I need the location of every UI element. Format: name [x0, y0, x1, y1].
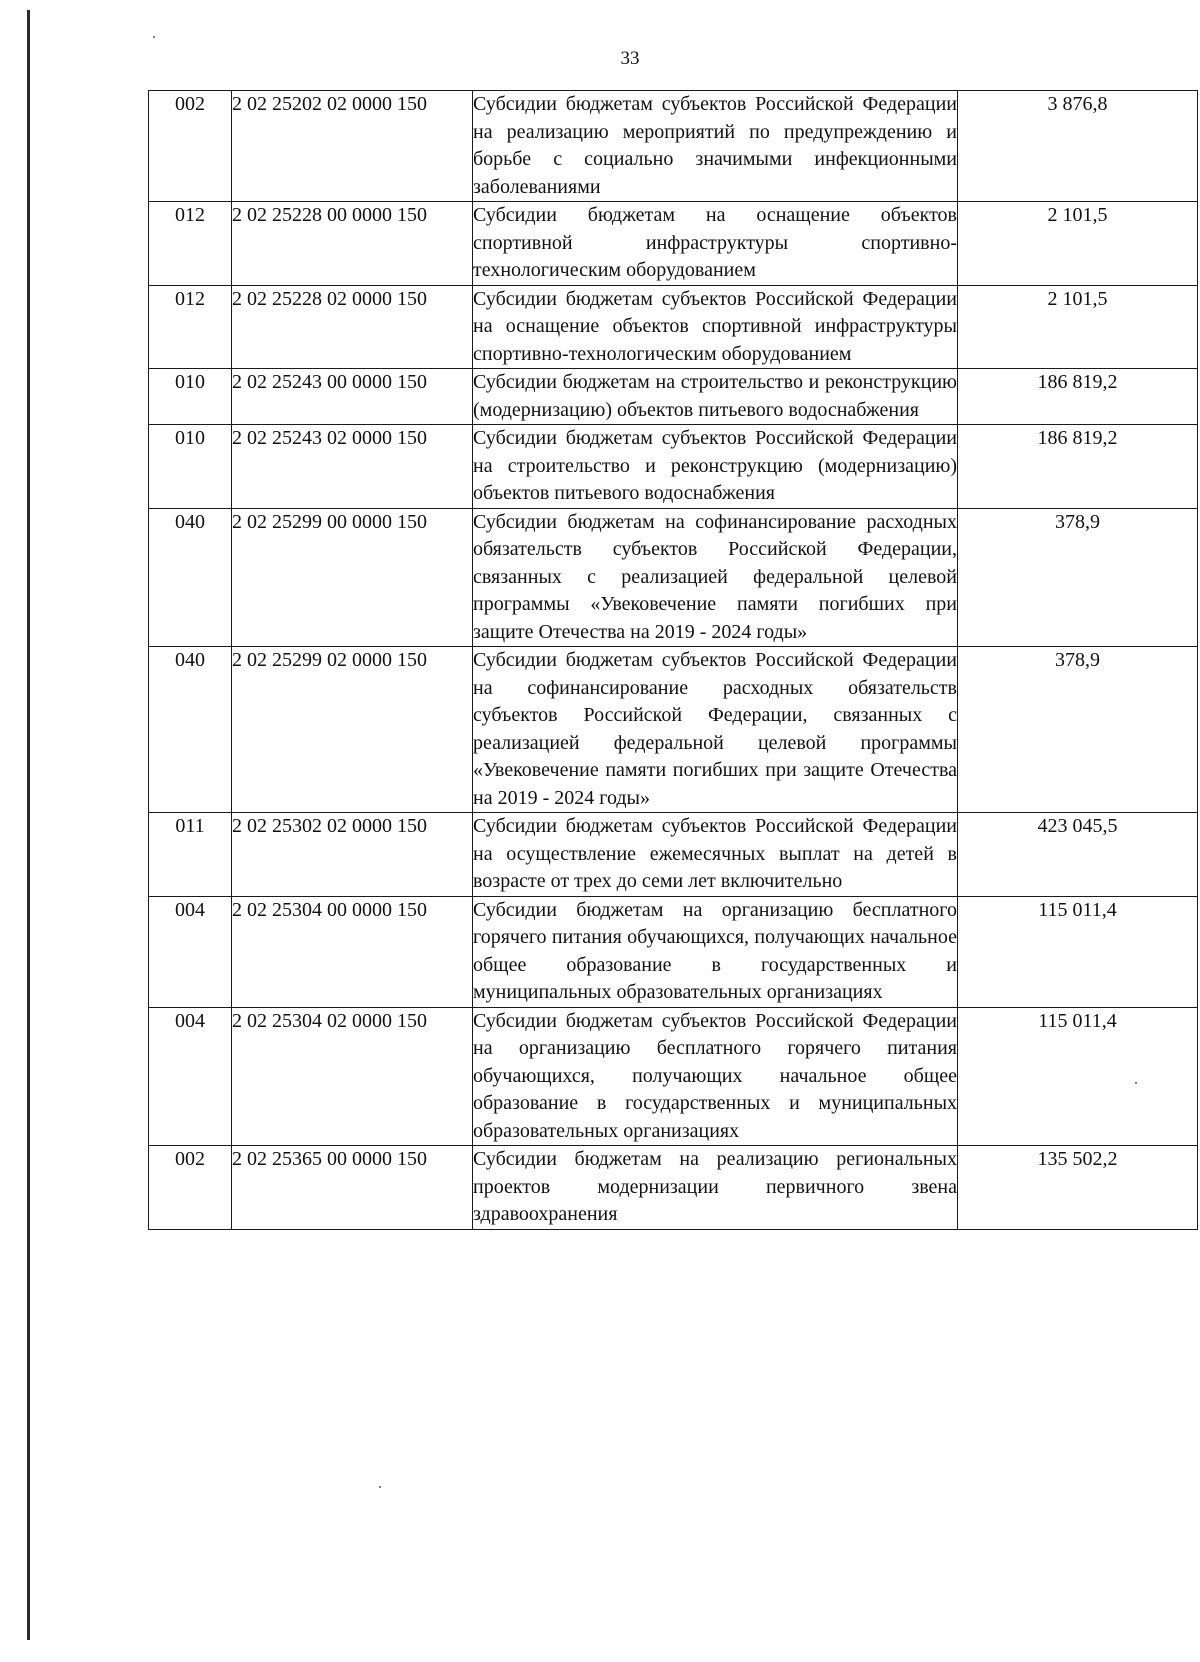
description-cell: Субсидии бюджетам на организацию бесплатного горячего питания обучающихся, получающих начальное общее образование в государственных и муниципальных образовательных организациях [473, 896, 958, 1007]
budget-code-cell: 2 02 25299 00 0000 150 [232, 508, 473, 647]
amount-cell: 2 101,5 [958, 202, 1198, 286]
description-cell: Субсидии бюджетам субъектов Российской Федерации на оснащение объектов спортивной инфраструктуры спортивно-технологическим оборудованием [473, 285, 958, 369]
description-cell: Субсидии бюджетам субъектов Российской Федерации на софинансирование расходных обязательств субъектов Российской Федерации, связанных с реализацией федеральной целевой программы «Увековечение памяти погибших при защите Отечества на 2019 - 2024 годы» [473, 647, 958, 813]
table-row [149, 425, 1198, 509]
admin-code-cell: 002 [149, 1146, 232, 1230]
scan-edge-line [27, 10, 30, 1640]
table-row [149, 1007, 1198, 1146]
description-cell: Субсидии бюджетам на строительство и реконструкцию (модернизацию) объектов питьевого водоснабжения [473, 369, 958, 425]
table-row [149, 813, 1198, 897]
table-row [149, 896, 1198, 1007]
amount-cell: 115 011,4 [958, 1007, 1198, 1146]
table-row [149, 1146, 1198, 1230]
amount-cell: 2 101,5 [958, 285, 1198, 369]
description-cell: Субсидии бюджетам субъектов Российской Федерации на строительство и реконструкцию (модернизацию) объектов питьевого водоснабжения [473, 425, 958, 509]
description-cell: Субсидии бюджетам субъектов Российской Федерации на реализацию мероприятий по предупреждению и борьбе с социально значимыми инфекционными заболеваниями [473, 91, 958, 202]
description-cell: Субсидии бюджетам на реализацию региональных проектов модернизации первичного звена здравоохранения [473, 1146, 958, 1230]
budget-code-cell: 2 02 25304 02 0000 150 [232, 1007, 473, 1146]
budget-table [148, 90, 1198, 1230]
amount-cell: 423 045,5 [958, 813, 1198, 897]
admin-code-cell: 012 [149, 202, 232, 286]
table-row [149, 91, 1198, 202]
budget-code-cell: 2 02 25228 02 0000 150 [232, 285, 473, 369]
table-row [149, 202, 1198, 286]
description-cell: Субсидии бюджетам субъектов Российской Федерации на осуществление ежемесячных выплат на детей в возрасте от трех до семи лет включительно [473, 813, 958, 897]
amount-cell: 186 819,2 [958, 369, 1198, 425]
admin-code-cell: 010 [149, 425, 232, 509]
description-cell: Субсидии бюджетам субъектов Российской Федерации на организацию бесплатного горячего питания обучающихся, получающих начальное общее образование в государственных и муниципальных образовательных организациях [473, 1007, 958, 1146]
admin-code-cell: 002 [149, 91, 232, 202]
budget-code-cell: 2 02 25202 02 0000 150 [232, 91, 473, 202]
amount-cell: 186 819,2 [958, 425, 1198, 509]
description-cell: Субсидии бюджетам на софинансирование расходных обязательств субъектов Российской Федерации, связанных с реализацией федеральной целевой программы «Увековечение памяти погибших при защите Отечества на 2019 - 2024 годы» [473, 508, 958, 647]
amount-cell: 3 876,8 [958, 91, 1198, 202]
admin-code-cell: 004 [149, 1007, 232, 1146]
admin-code-cell: 010 [149, 369, 232, 425]
budget-code-cell: 2 02 25365 00 0000 150 [232, 1146, 473, 1230]
budget-code-cell: 2 02 25299 02 0000 150 [232, 647, 473, 813]
amount-cell: 378,9 [958, 508, 1198, 647]
page-number: 33 [620, 48, 640, 69]
budget-code-cell: 2 02 25228 00 0000 150 [232, 202, 473, 286]
table-row [149, 369, 1198, 425]
description-cell: Субсидии бюджетам на оснащение объектов спортивной инфраструктуры спортивно-технологическим оборудованием [473, 202, 958, 286]
budget-code-cell: 2 02 25304 00 0000 150 [232, 896, 473, 1007]
amount-cell: 115 011,4 [958, 896, 1198, 1007]
budget-code-cell: 2 02 25243 02 0000 150 [232, 425, 473, 509]
budget-code-cell: 2 02 25243 00 0000 150 [232, 369, 473, 425]
admin-code-cell: 040 [149, 647, 232, 813]
table-row [149, 285, 1198, 369]
table-row [149, 647, 1198, 813]
budget-table-body [149, 91, 1198, 1230]
admin-code-cell: 004 [149, 896, 232, 1007]
amount-cell: 135 502,2 [958, 1146, 1198, 1230]
budget-code-cell: 2 02 25302 02 0000 150 [232, 813, 473, 897]
admin-code-cell: 012 [149, 285, 232, 369]
admin-code-cell: 011 [149, 813, 232, 897]
scan-speck [379, 1486, 381, 1488]
amount-cell: 378,9 [958, 647, 1198, 813]
admin-code-cell: 040 [149, 508, 232, 647]
scan-speck [153, 36, 155, 38]
table-row [149, 508, 1198, 647]
